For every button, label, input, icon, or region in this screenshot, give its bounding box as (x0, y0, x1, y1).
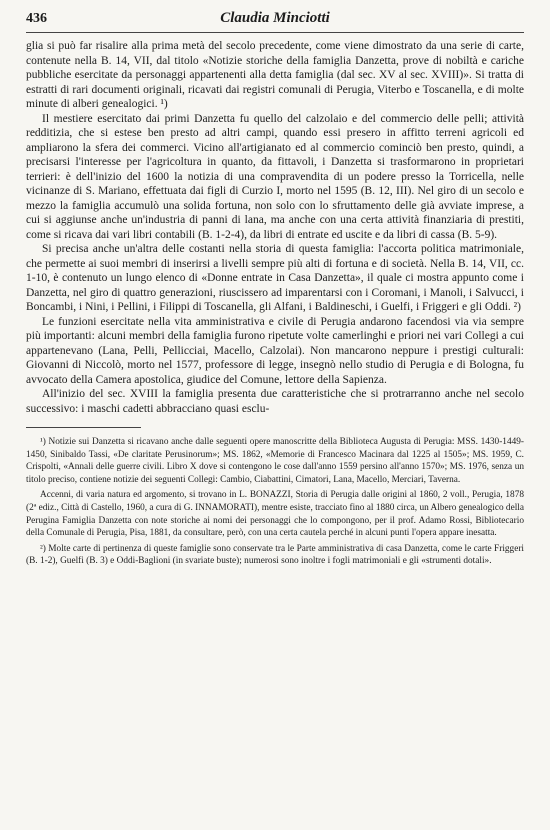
paragraph: glia si può far risalire alla prima metà del secolo precedente, come viene dimostrato da una serie di carte, contenute nella B. 14, VII, dal titolo «Notizie storiche della famiglia Danzetta, prove di nobiltà e cariche pubbliche esercitate da personaggi appartenenti alla detta famiglia (dal sec. XV al sec. XVIII)». Si tratta di estratti di rari documenti originali, ricavati dai registri comunali di Perugia, Viterbo e Toscanella, e di molte minute di alberi genealogici. ¹) (26, 40, 524, 110)
footnote: ¹) Notizie sui Danzetta si ricavano anche dalle seguenti opere manoscritte della Biblioteca Augusta di Perugia: MSS. 1430-1449-1450, Sinibaldo Tassi, «De claritate Perusinorum»; MS. 1862, «Memorie di Francesco Macinara dal 1225 al 1505»; MS. 1959, C. Crispolti, «Annali delle guerre civili. Libro X dove si contengono le cose dall'anno 1559 persino all'anno 1570»; MS. 1976, senza un titolo preciso, contiene notizie dei seguenti Collegi: Cambio, Ciabattini, Cimatori, Lana, Macello, Merciari, Taverna. (26, 437, 524, 485)
footnotes (26, 436, 524, 568)
book-page (26, 10, 524, 822)
paragraph: Le funzioni esercitate nella vita amministrativa e civile di Perugia andarono facendosi via via sempre più importanti: alcuni membri della famiglia furono ripetute volte camerlinghi e priori nei vari Collegi a cui appartenevano (Lana, Pelli, Pellicciai, Macello, Calzolai). Non mancarono neppure i prestigi culturali: Giovanni di Niccolò, morto nel 1577, professore di legge, insegnò nello studio di Perugia e di Bologna, fu avvocato della Camera apostolica, giudice del Comune, lettore della Sapienza. (26, 315, 524, 386)
paragraph: Si precisa anche un'altra delle costanti nella storia di questa famiglia: l'accorta politica matrimoniale, che permette ai suoi membri di inserirsi a livelli sempre più alti di fortuna e di società. Nella B. 14, VII, cc. 1-10, è contenuto un lungo elenco di «Donne entrate in Casa Danzetta», il quale ci mostra appunto come i Danzetta, nel giro di quattro generazioni, riuscissero ad imparentarsi con i Coromani, i Manoli, i Salvucci, i Boncambi, i Nini, i Pellini, i Filippi di Toscanella, gli Alfani, i Baldineschi, i Guelfi, i Friggeri e gli Oddi. ²) (26, 243, 524, 313)
footnote-divider (26, 427, 141, 428)
paragraph: Il mestiere esercitato dai primi Danzetta fu quello del calzolaio e del commercio delle pelli; attività redditizia, che si estese ben presto ad altri campi, quando essi presero in affitto terreni agricoli ed ampliarono la sfera dei commerci. Vicino all'artigianato ed al commercio cominciò ben presto, quindi, a precisarsi l'interesse per l'agricoltura in quanto, da fittavoli, i Danzetta si trasformarono in proprietari terrieri: è dell'inizio del 1600 la notizia di una compravendita di un podere presso la Torricella, nelle vicinanze di S. Mariano, effettuata dai figli di Curzio I, morto nel 1595 (B. 12, III). Nel giro di un secolo e mezzo la famiglia accumulò una solida fortuna, non solo con lo sfruttamento delle già avviate imprese, a cui si aggiunse anche un'industria di panni di lana, ma anche con una certa attività finanziaria di prestiti, come si ricava dai vari libri contabili (B. 1-2-4), da libri di entrate ed uscite e da libri di cassa (B. 5-9). (26, 112, 524, 241)
paragraph: All'inizio del sec. XVIII la famiglia presenta due caratteristiche che si protrarranno anche nel secolo successivo: i maschi cadetti abbracciano quasi esclu- (26, 388, 524, 415)
footnote: Accenni, di varia natura ed argomento, si trovano in L. BONAZZI, Storia di Perugia dalle origini al 1860, 2 voll., Perugia, 1878 (2ª ediz., Città di Castello, 1960, a cura di G. INNAMORATI), mentre esiste, tracciato fino al 1880 circa, un Albero genealogico della Perugina Famiglia Danzetta con note storiche ai nomi dei personaggi che lo compongono, per il prof. Adamo Rossi, Bibliotecario della Comunale di Perugia, Pisa, 1881, da consultare, però, con una certa cautela perché in alcuni punti l'opera appare inesatta. (26, 490, 524, 539)
main-text (26, 39, 524, 416)
footnote: ²) Molte carte di pertinenza di queste famiglie sono conservate tra le Parte amministrativa di casa Danzetta, come le carte Friggeri (B. 1-2), Guelfi (B. 3) e Oddi-Baglioni (in svariate buste); numerosi sono inoltre i fogli matrimoniali e gli «strumenti dotali». (26, 543, 524, 567)
page-header (26, 10, 524, 33)
running-head-author: Claudia Minciotti (220, 10, 330, 26)
page-number: 436 (26, 11, 47, 26)
